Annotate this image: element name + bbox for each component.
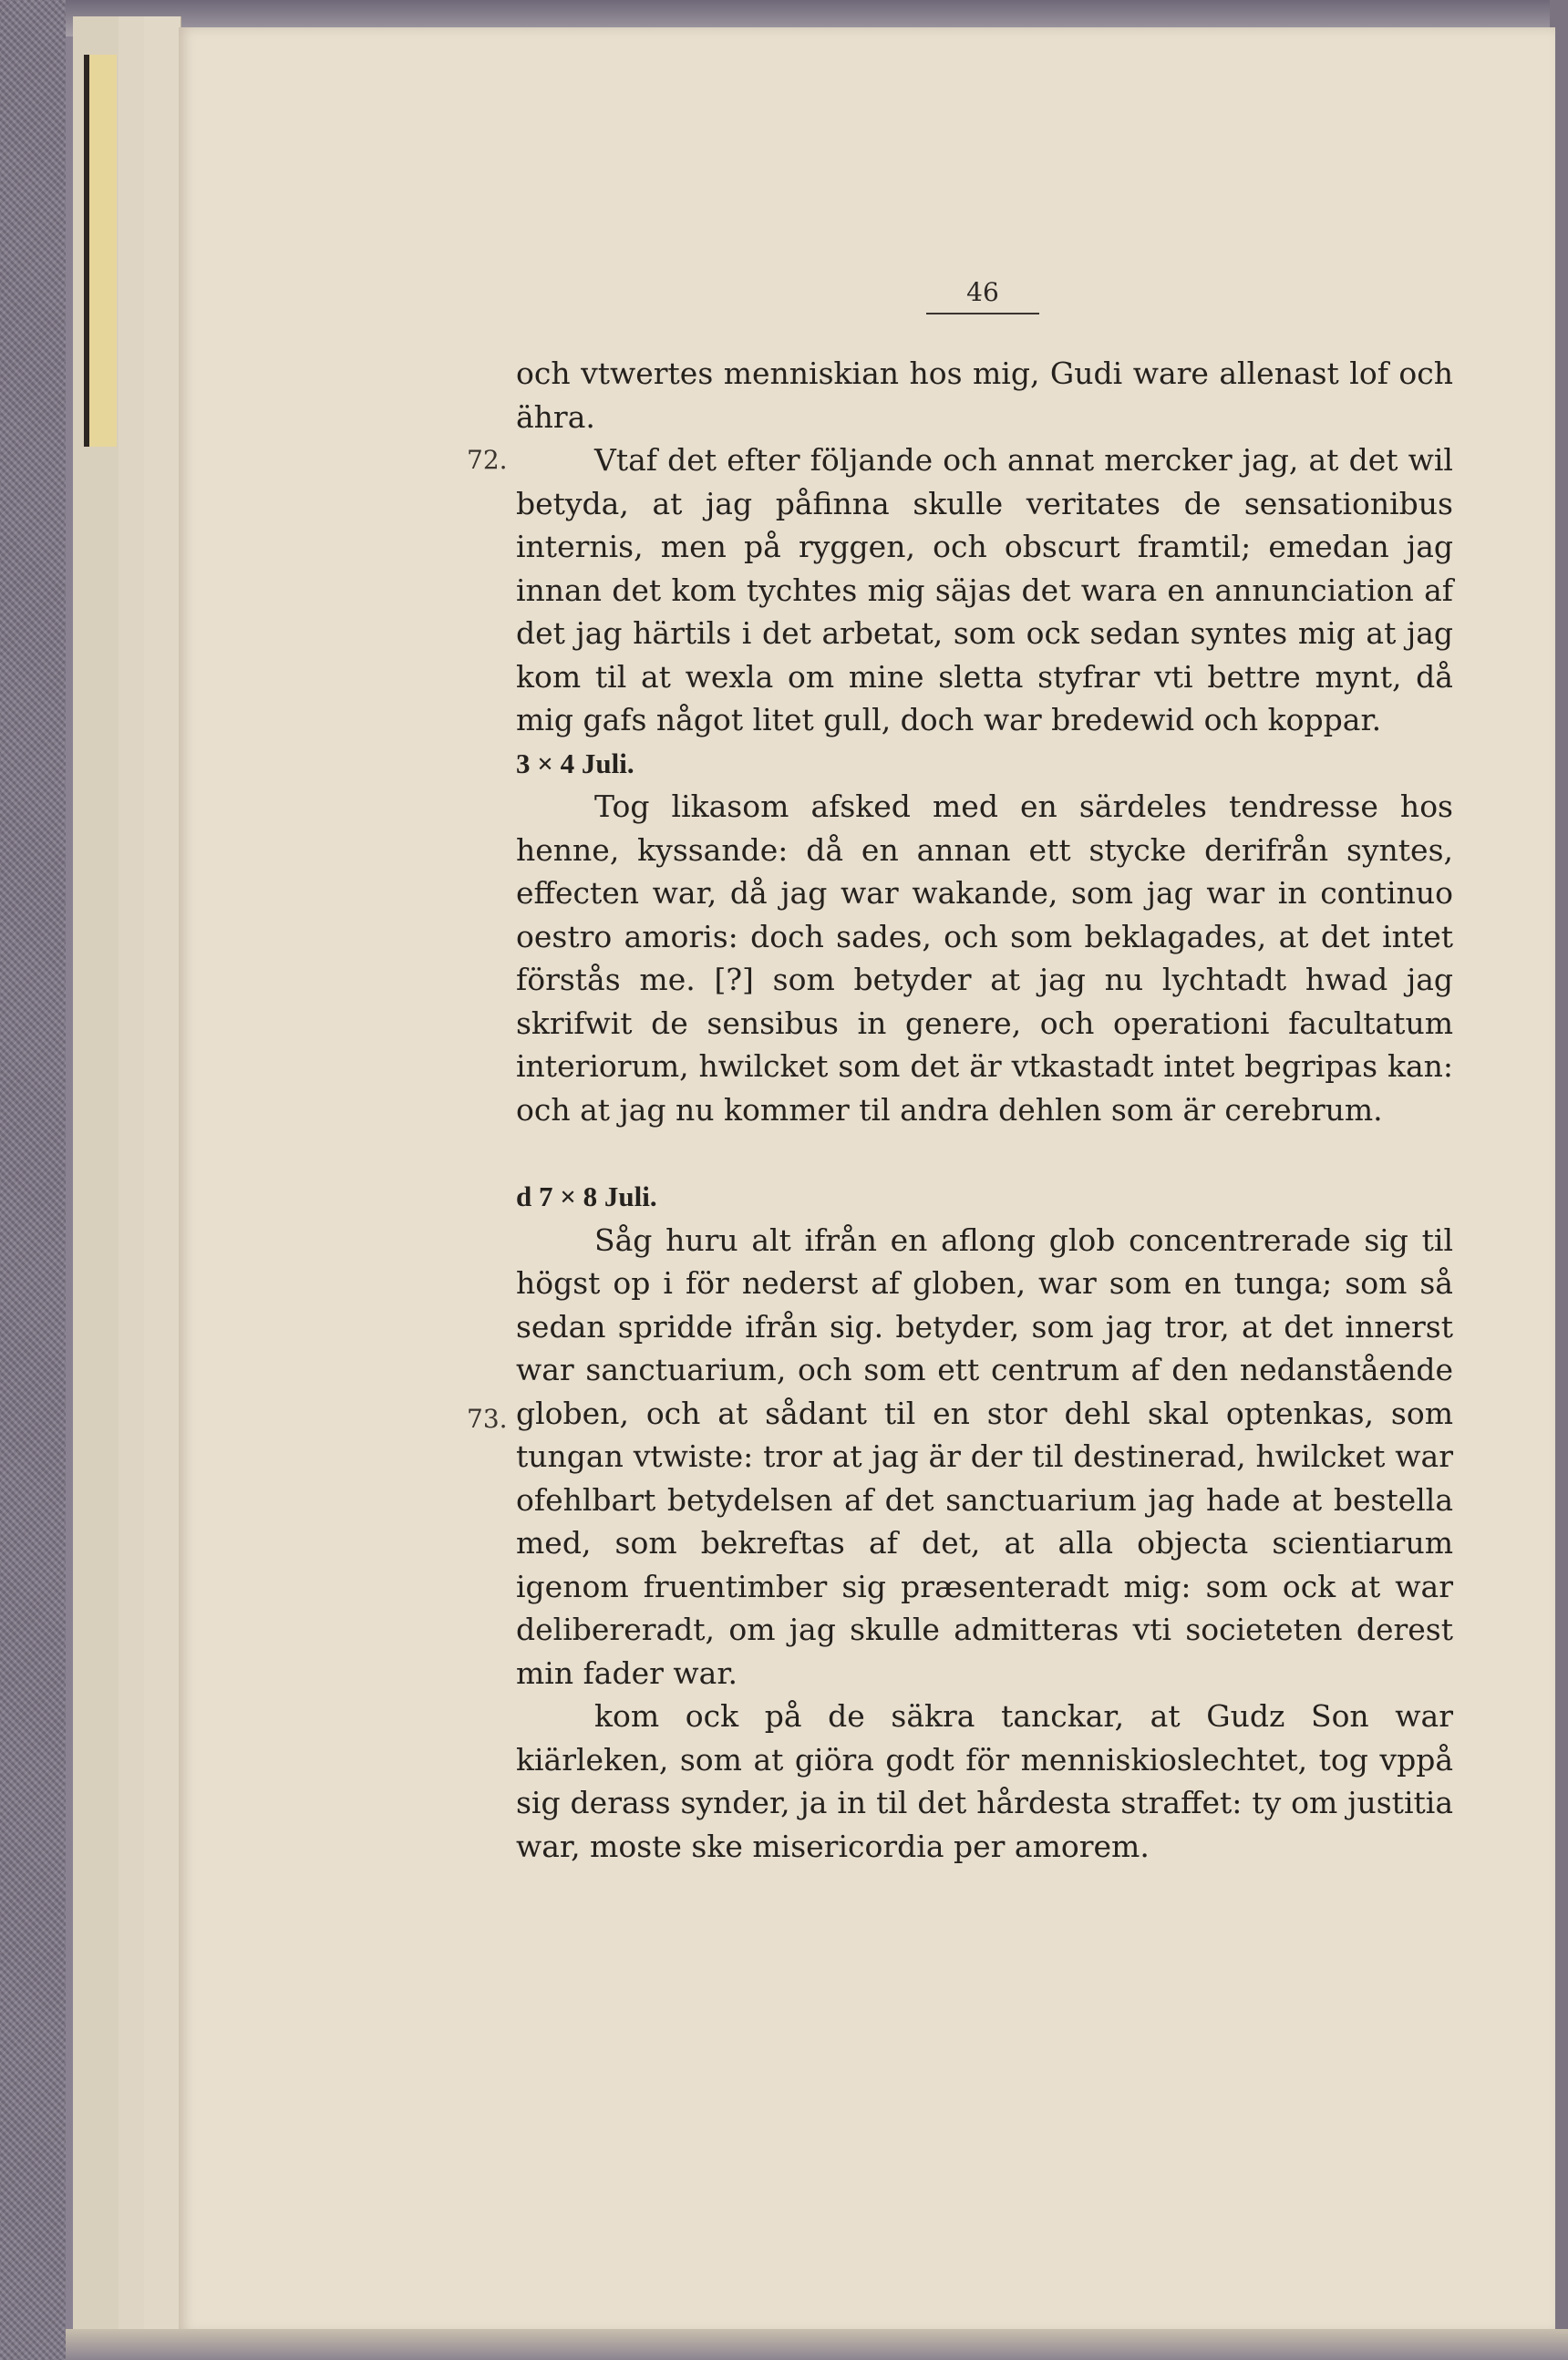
page-bottom-edge [66, 2329, 1568, 2360]
date-heading: d 7 × 8 Juli. [516, 1180, 657, 1212]
book-binding-cloth [0, 0, 66, 2360]
page-edge-stack [144, 16, 181, 2336]
bookmark-tab [84, 55, 117, 447]
margin-number: 72. [467, 445, 508, 475]
paragraph: kom ock på de säkra tanckar, at Gudz Son war kiärleken, som at giöra godt för menniskioslechtet, tog vppå sig derass synder, ja in til det hårdesta straffet: ty om justitia war, moste ske misericordia per amorem. [516, 1698, 1453, 1864]
margin-number: 73. [467, 1404, 508, 1434]
paragraph: Såg huru alt ifrån en aflong glob concentrerade sig til högst op i för nederst af globen, war som en tunga; som så sedan spridde ifrån sig. betyder, som jag tror, at det innerst war sanctuarium, och som ett centrum af den nedanstående globen, och at sådant til en stor dehl skal optenkas, som tungan vtwiste: tror at jag är der til destinerad, hwilcket war ofehlbart betydelsen af det sanctuarium jag hade at bestella med, som bekreftas af det, at alla objecta scientiarum igenom fruentimber sig præsenteradt mig: som ock at war delibereradt, om jag skulle admitteras vti societeten derest min fader war. [516, 1221, 1453, 1691]
paragraph: Vtaf det efter följande och annat mercker jag, at det wil betyda, at jag påfinna skulle veritates de sensationibus internis, men på ryggen, och obscurt framtil; emedan jag innan det kom tychtes mig säjas det wara en annunciation af det jag härtils i det arbetat, som ock sedan syntes mig at jag kom til at wexla om mine sletta styfrar vti bettre mynt, då mig gafs något litet gull, doch war bredewid och koppar. [516, 442, 1453, 737]
paragraph: och vtwertes menniskian hos mig, Gudi ware allenast lof och ähra. [516, 356, 1453, 435]
body-text [516, 352, 1453, 1868]
page-number: 46 [926, 277, 1039, 314]
paragraph: Tog likasom afsked med en särdeles tendresse hos henne, kyssande: då en annan ett stycke derifrån syntes, effecten war, då jag war wakande, som jag war in continuo oestro amoris: doch sades, och som beklagades, at det intet förstås me. [?] som betyder at jag nu lychtadt hwad jag skrifwit de sensibus in genere, och operationi facultatum interiorum, hwilcket som det är vtkastadt intet begripas kan: och at jag nu kommer til andra dehlen som är cerebrum. [516, 788, 1453, 1128]
date-heading: 3 × 4 Juli. [516, 747, 634, 779]
